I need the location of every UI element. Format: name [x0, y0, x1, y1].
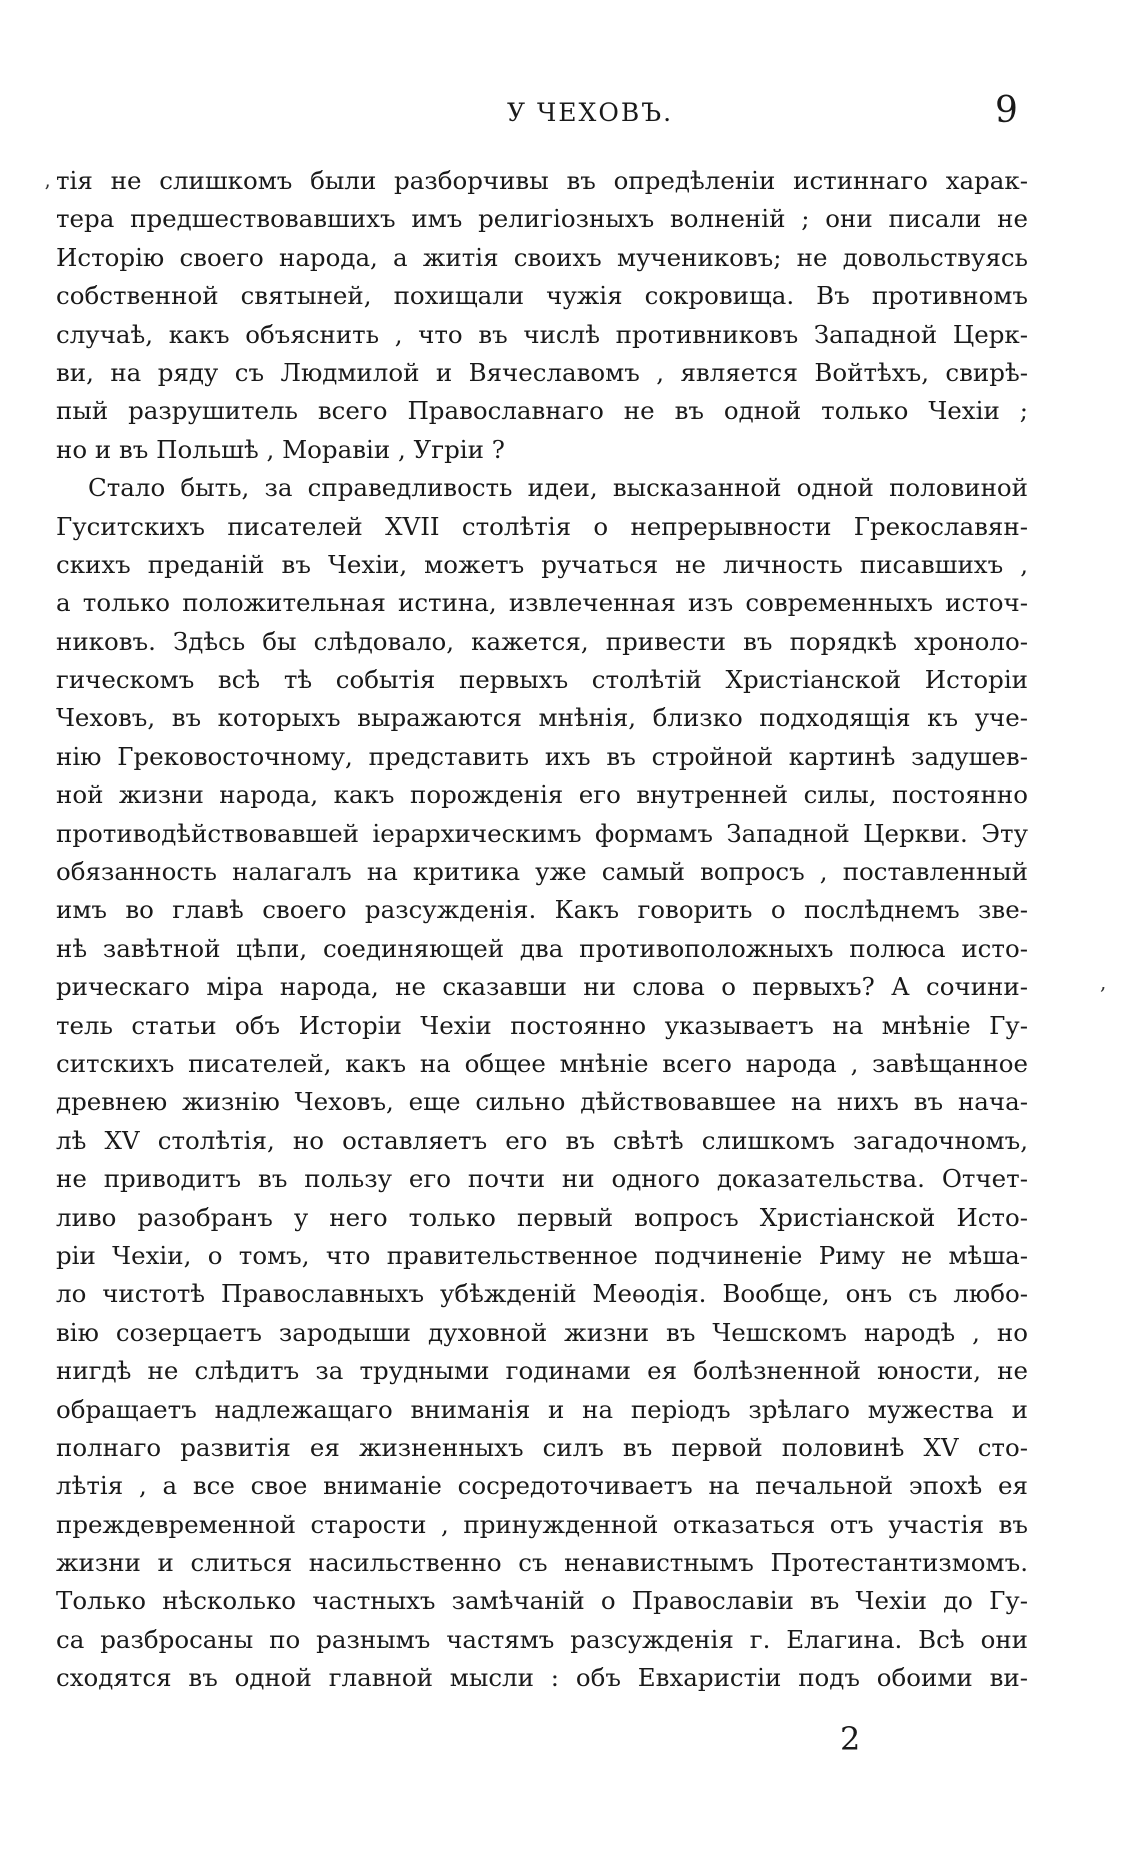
- text-line: лѣтія , а все свое вниманіе сосредоточиваетъ на печальной эпохѣ ея: [56, 1471, 1028, 1501]
- text-line: жизни и слиться насильственно съ ненавистнымъ Протестантизмомъ.: [56, 1548, 1028, 1578]
- text-line: обязанность налагалъ на критика уже самый вопросъ , поставленный: [56, 857, 1028, 887]
- margin-mark: ,: [1100, 970, 1107, 994]
- text-line: древнею жизнію Чеховъ, еще сильно дѣйствовавшее на нихъ въ нача-: [56, 1087, 1028, 1117]
- text-line: Только нѣсколько частныхъ замѣчаній о Православіи въ Чехіи до Гу-: [56, 1586, 1028, 1616]
- text-line: ливо разобранъ у него только первый вопросъ Христіанской Исто-: [56, 1202, 1028, 1232]
- text-line: никовъ. Здѣсь бы слѣдовало, кажется, привести въ порядкѣ хроноло-: [56, 626, 1028, 656]
- text-line: Чеховъ, въ которыхъ выражаются мнѣнія, близко подходящія къ уче-: [56, 703, 1028, 733]
- text-line: противодѣйствовавшей іерархическимъ формамъ Западной Церкви. Эту: [56, 818, 1028, 848]
- text-line: нигдѣ не слѣдитъ за трудными годинами ея болѣзненной юности, не: [56, 1356, 1028, 1386]
- text-line: са разбросаны по разнымъ частямъ разсужденія г. Елагина. Всѣ они: [56, 1624, 1028, 1654]
- text-line: а только положительная истина, извлеченная изъ современныхъ источ-: [56, 588, 1028, 618]
- text-line: тера предшествовавшихъ имъ религіозныхъ волненій ; они писали не: [56, 204, 1028, 234]
- text-line: случаѣ, какъ объяснить , что въ числѣ противниковъ Западной Церк-: [56, 319, 1028, 349]
- text-line: полнаго развитія ея жизненныхъ силъ въ первой половинѣ XV сто-: [56, 1432, 1028, 1462]
- text-line: собственной святыней, похищали чужія сокровища. Въ противномъ: [56, 281, 1028, 311]
- signature-mark: 2: [840, 1720, 861, 1758]
- text-line: имъ во главѣ своего разсужденія. Какъ говорить о послѣднемъ зве-: [56, 895, 1028, 925]
- text-line: ріи Чехіи, о томъ, что правительственное подчиненіе Риму не мѣша-: [56, 1240, 1028, 1270]
- text-line: нію Грековосточному, представить ихъ въ стройной картинѣ задушев-: [56, 741, 1028, 771]
- text-line: Исторію своего народа, а житія своихъ мучениковъ; не довольствуясь: [56, 242, 1028, 272]
- text-line: лѣ XV столѣтія, но оставляетъ его въ свѣтѣ слишкомъ загадочномъ,: [56, 1125, 1028, 1155]
- text-line: ви, на ряду съ Людмилой и Вячеславомъ , является Войтѣхъ, свирѣ-: [56, 357, 1028, 387]
- text-line: Гуситскихъ писателей XVII столѣтія о непрерывности Грекославян-: [56, 511, 1028, 541]
- text-line: ситскихъ писателей, какъ на общее мнѣніе всего народа , завѣщанное: [56, 1048, 1028, 1078]
- text-line: вію созерцаетъ зародыши духовной жизни въ Чешскомъ народѣ , но: [56, 1317, 1028, 1347]
- text-line: Стало быть, за справедливость идеи, высказанной одной половиной: [88, 473, 1028, 503]
- text-line: скихъ преданій въ Чехіи, можетъ ручаться не личность писавшихъ ,: [56, 549, 1028, 579]
- text-line: рическаго міра народа, не сказавши ни слова о первыхъ? А сочини-: [56, 972, 1028, 1002]
- text-line: тія не слишкомъ были разборчивы въ опредѣленіи истиннаго харак-: [56, 166, 1028, 195]
- text-line: ной жизни народа, какъ порожденія его внутренней силы, постоянно: [56, 780, 1028, 810]
- text-line: сходятся въ одной главной мысли : объ Евхаристіи подъ обоими ви-: [56, 1663, 1028, 1693]
- text-line: нѣ завѣтной цѣпи, соединяющей два противоположныхъ полюса исто-: [56, 933, 1028, 963]
- text-line: гическомъ всѣ тѣ событія первыхъ столѣтій Христіанской Исторіи: [56, 665, 1028, 695]
- running-head-title: У ЧЕХОВЪ.: [506, 98, 674, 127]
- text-line: ло чистотѣ Православныхъ убѣжденій Меѳодія. Вообще, онъ съ любо-: [56, 1279, 1028, 1309]
- page-number: 9: [995, 90, 1018, 131]
- text-line: тель статьи объ Исторіи Чехіи постоянно указываетъ на мнѣніе Гу-: [56, 1010, 1028, 1040]
- text-line: преждевременной старости , принужденной отказаться отъ участія въ: [56, 1509, 1028, 1539]
- text-line: но и въ Польшѣ , Моравіи , Угріи ?: [56, 434, 505, 464]
- margin-mark: ’: [44, 180, 51, 204]
- text-line: не приводитъ въ пользу его почти ни одного доказательства. Отчет-: [56, 1164, 1028, 1194]
- body-text: [56, 162, 1028, 1698]
- text-line: пый разрушитель всего Православнаго не въ одной только Чехіи ;: [56, 396, 1028, 426]
- text-line: обращаетъ надлежащаго вниманія и на періодъ зрѣлаго мужества и: [56, 1394, 1028, 1424]
